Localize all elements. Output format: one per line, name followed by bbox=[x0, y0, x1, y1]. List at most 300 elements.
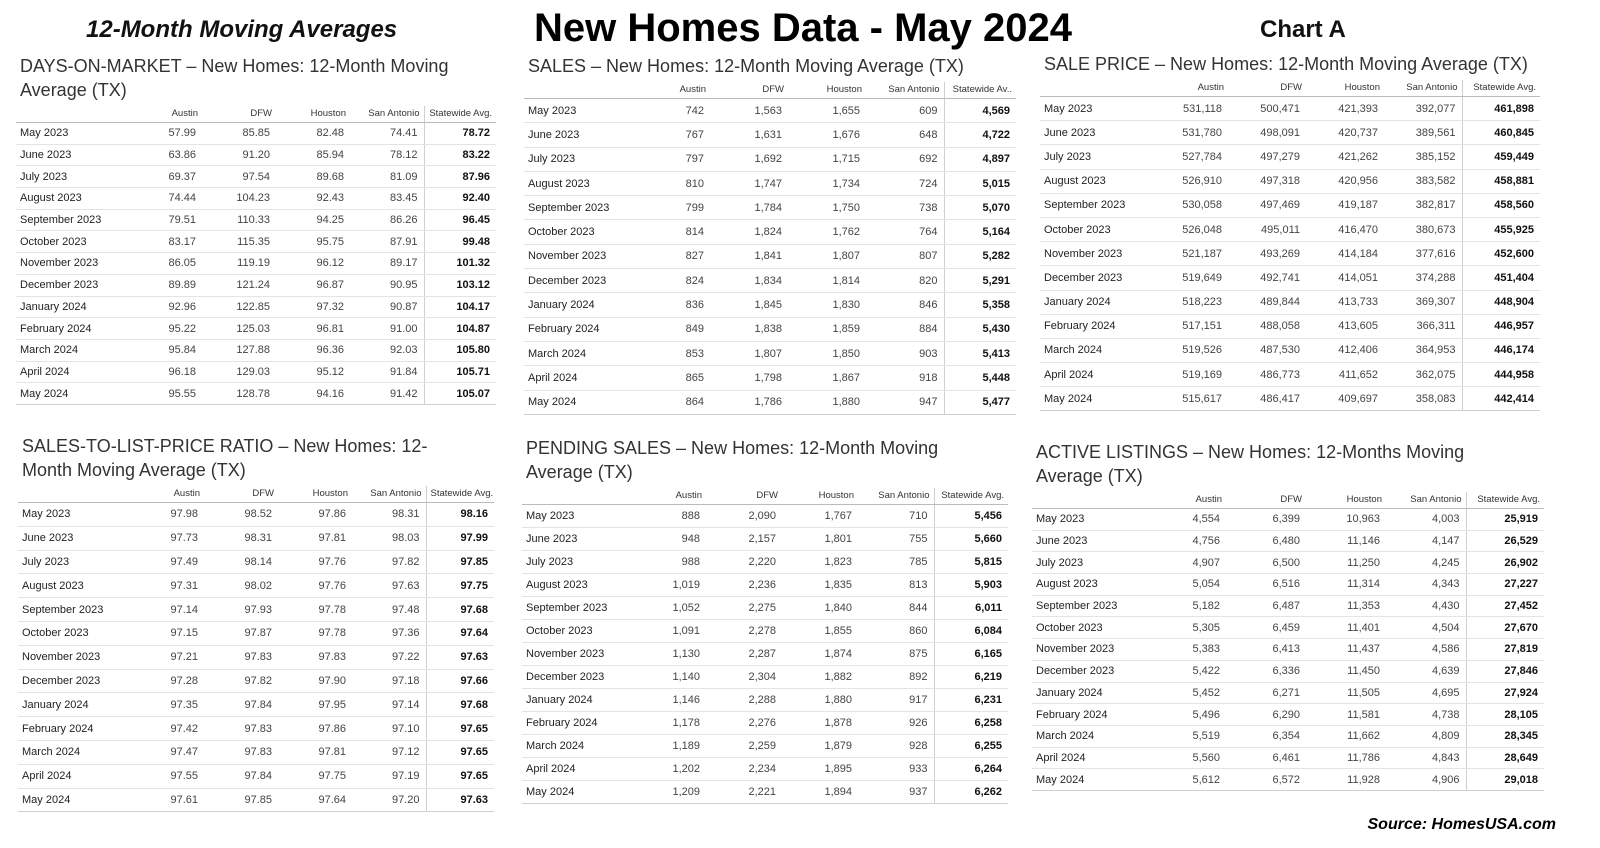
cell-dfw: 125.03 bbox=[202, 318, 276, 340]
column-header-san-antonio: San Antonio bbox=[1386, 492, 1466, 509]
table-row bbox=[522, 620, 1008, 643]
cell-dfw: 110.33 bbox=[202, 209, 276, 231]
table-row bbox=[1032, 552, 1544, 574]
table-title: ACTIVE LISTINGS – New Homes: 12-Months Moving Average (TX) bbox=[1036, 442, 1465, 486]
cell-statewide-avg: 97.65 bbox=[426, 717, 494, 741]
cell-san-antonio: 4,906 bbox=[1386, 769, 1466, 791]
cell-dfw: 486,773 bbox=[1228, 363, 1306, 387]
cell-dfw: 488,058 bbox=[1228, 314, 1306, 338]
cell-san-antonio: 724 bbox=[866, 171, 944, 195]
cell-austin: 97.42 bbox=[130, 717, 204, 741]
row-label: November 2023 bbox=[1040, 242, 1150, 266]
cell-dfw: 121.24 bbox=[202, 274, 276, 296]
cell-austin: 1,130 bbox=[630, 643, 706, 666]
cell-austin: 5,452 bbox=[1146, 682, 1226, 704]
cell-dfw: 493,269 bbox=[1228, 242, 1306, 266]
cell-statewide-avg: 28,345 bbox=[1466, 725, 1544, 747]
cell-austin: 827 bbox=[632, 244, 710, 268]
cell-san-antonio: 364,953 bbox=[1384, 338, 1462, 362]
cell-statewide-avg: 446,174 bbox=[1462, 338, 1540, 362]
column-header-austin: Austin bbox=[130, 486, 204, 503]
cell-austin: 1,146 bbox=[630, 689, 706, 712]
cell-houston: 1,655 bbox=[788, 99, 866, 123]
column-header-statewide-avg: Statewide Avg. bbox=[1462, 80, 1540, 97]
cell-dfw: 129.03 bbox=[202, 361, 276, 383]
cell-dfw: 97.83 bbox=[204, 645, 278, 669]
row-label: May 2024 bbox=[524, 390, 632, 414]
cell-san-antonio: 74.41 bbox=[350, 123, 424, 145]
table-title: SALES – New Homes: 12-Month Moving Average (TX) bbox=[528, 56, 964, 76]
cell-san-antonio: 4,245 bbox=[1386, 552, 1466, 574]
table-row bbox=[1032, 682, 1544, 704]
cell-houston: 1,859 bbox=[788, 317, 866, 341]
column-header-houston: Houston bbox=[788, 82, 866, 99]
cell-san-antonio: 4,639 bbox=[1386, 660, 1466, 682]
cell-dfw: 2,304 bbox=[706, 666, 782, 689]
row-label: May 2023 bbox=[524, 99, 632, 123]
row-label: January 2024 bbox=[524, 293, 632, 317]
cell-houston: 97.86 bbox=[278, 503, 352, 527]
cell-statewide-avg: 6,219 bbox=[934, 666, 1008, 689]
left-heading: 12-Month Moving Averages bbox=[86, 16, 398, 43]
cell-houston: 419,187 bbox=[1306, 193, 1384, 217]
cell-statewide-av: 5,291 bbox=[944, 269, 1016, 293]
cell-san-antonio: 813 bbox=[858, 574, 934, 597]
cell-statewide-avg: 97.68 bbox=[426, 598, 494, 622]
cell-dfw: 6,572 bbox=[1226, 769, 1306, 791]
chart-label: Chart A bbox=[1260, 16, 1346, 43]
cell-dfw: 85.85 bbox=[202, 123, 276, 145]
table-row bbox=[1040, 97, 1540, 121]
cell-austin: 836 bbox=[632, 293, 710, 317]
cell-austin: 5,305 bbox=[1146, 617, 1226, 639]
cell-austin: 95.84 bbox=[128, 339, 202, 361]
row-label: January 2024 bbox=[16, 296, 128, 318]
row-label: May 2023 bbox=[1040, 97, 1150, 121]
table-row bbox=[16, 274, 496, 296]
cell-statewide-avg: 29,018 bbox=[1466, 769, 1544, 791]
cell-houston: 11,581 bbox=[1306, 704, 1386, 726]
row-label: September 2023 bbox=[524, 196, 632, 220]
cell-statewide-avg: 451,404 bbox=[1462, 266, 1540, 290]
cell-statewide-avg: 97.68 bbox=[426, 693, 494, 717]
column-header-san-antonio: San Antonio bbox=[352, 486, 426, 503]
cell-san-antonio: 928 bbox=[858, 735, 934, 758]
cell-san-antonio: 648 bbox=[866, 123, 944, 147]
cell-san-antonio: 369,307 bbox=[1384, 290, 1462, 314]
cell-houston: 1,814 bbox=[788, 269, 866, 293]
cell-austin: 1,019 bbox=[630, 574, 706, 597]
table-row bbox=[522, 712, 1008, 735]
cell-dfw: 1,631 bbox=[710, 123, 788, 147]
cell-houston: 11,928 bbox=[1306, 769, 1386, 791]
cell-statewide-avg: 83.22 bbox=[424, 144, 496, 166]
cell-austin: 988 bbox=[630, 551, 706, 574]
cell-austin: 5,422 bbox=[1146, 660, 1226, 682]
cell-houston: 92.43 bbox=[276, 188, 350, 210]
main-title: New Homes Data - May 2024 bbox=[534, 6, 1073, 50]
cell-statewide-avg: 5,456 bbox=[934, 505, 1008, 528]
cell-dfw: 6,461 bbox=[1226, 747, 1306, 769]
row-label: June 2023 bbox=[524, 123, 632, 147]
column-header-san-antonio: San Antonio bbox=[350, 106, 424, 123]
cell-houston: 95.75 bbox=[276, 231, 350, 253]
cell-statewide-avg: 448,904 bbox=[1462, 290, 1540, 314]
table-row bbox=[1032, 660, 1544, 682]
cell-austin: 1,178 bbox=[630, 712, 706, 735]
row-label: October 2023 bbox=[522, 620, 630, 643]
cell-san-antonio: 382,817 bbox=[1384, 193, 1462, 217]
row-label: April 2024 bbox=[1032, 747, 1146, 769]
cell-san-antonio: 83.45 bbox=[350, 188, 424, 210]
cell-statewide-avg: 103.12 bbox=[424, 274, 496, 296]
cell-houston: 1,882 bbox=[782, 666, 858, 689]
cell-dfw: 6,336 bbox=[1226, 660, 1306, 682]
cell-san-antonio: 764 bbox=[866, 220, 944, 244]
column-header-dfw: DFW bbox=[1226, 492, 1306, 509]
cell-houston: 1,835 bbox=[782, 574, 858, 597]
cell-statewide-avg: 442,414 bbox=[1462, 387, 1540, 411]
cell-san-antonio: 4,586 bbox=[1386, 639, 1466, 661]
cell-statewide-avg: 92.40 bbox=[424, 188, 496, 210]
row-label: February 2024 bbox=[524, 317, 632, 341]
row-label: September 2023 bbox=[1032, 595, 1146, 617]
cell-san-antonio: 358,083 bbox=[1384, 387, 1462, 411]
column-header-austin: Austin bbox=[1146, 492, 1226, 509]
cell-statewide-avg: 26,529 bbox=[1466, 530, 1544, 552]
cell-dfw: 6,480 bbox=[1226, 530, 1306, 552]
table-row bbox=[18, 526, 494, 550]
row-label: December 2023 bbox=[18, 669, 130, 693]
panel-sales bbox=[524, 54, 1016, 415]
cell-statewide-av: 4,897 bbox=[944, 147, 1016, 171]
data-table bbox=[18, 486, 494, 812]
table-row bbox=[1040, 266, 1540, 290]
cell-houston: 94.25 bbox=[276, 209, 350, 231]
cell-statewide-avg: 104.17 bbox=[424, 296, 496, 318]
cell-austin: 95.22 bbox=[128, 318, 202, 340]
cell-dfw: 128.78 bbox=[202, 383, 276, 405]
cell-statewide-av: 5,448 bbox=[944, 366, 1016, 390]
cell-houston: 1,750 bbox=[788, 196, 866, 220]
cell-statewide-av: 4,722 bbox=[944, 123, 1016, 147]
cell-dfw: 97.87 bbox=[204, 621, 278, 645]
cell-austin: 96.18 bbox=[128, 361, 202, 383]
cell-dfw: 6,399 bbox=[1226, 509, 1306, 531]
row-label: May 2024 bbox=[1040, 387, 1150, 411]
cell-dfw: 2,259 bbox=[706, 735, 782, 758]
table-row bbox=[16, 144, 496, 166]
row-label: April 2024 bbox=[524, 366, 632, 390]
cell-statewide-avg: 458,560 bbox=[1462, 193, 1540, 217]
cell-houston: 413,733 bbox=[1306, 290, 1384, 314]
cell-dfw: 97.85 bbox=[204, 788, 278, 812]
data-table bbox=[522, 488, 1008, 804]
cell-austin: 5,519 bbox=[1146, 725, 1226, 747]
table-row bbox=[1032, 530, 1544, 552]
row-label: September 2023 bbox=[18, 598, 130, 622]
cell-dfw: 2,288 bbox=[706, 689, 782, 712]
cell-dfw: 1,845 bbox=[710, 293, 788, 317]
cell-dfw: 91.20 bbox=[202, 144, 276, 166]
cell-san-antonio: 844 bbox=[858, 597, 934, 620]
cell-statewide-avg: 5,903 bbox=[934, 574, 1008, 597]
cell-dfw: 6,413 bbox=[1226, 639, 1306, 661]
table-row bbox=[16, 361, 496, 383]
row-label: February 2024 bbox=[16, 318, 128, 340]
header-row bbox=[1032, 492, 1544, 509]
column-header-houston: Houston bbox=[278, 486, 352, 503]
cell-dfw: 2,278 bbox=[706, 620, 782, 643]
table-row bbox=[1032, 725, 1544, 747]
cell-houston: 96.12 bbox=[276, 253, 350, 275]
cell-austin: 63.86 bbox=[128, 144, 202, 166]
row-label: August 2023 bbox=[524, 171, 632, 195]
cell-dfw: 2,276 bbox=[706, 712, 782, 735]
header-row bbox=[524, 82, 1016, 99]
table-row bbox=[16, 123, 496, 145]
cell-dfw: 1,807 bbox=[710, 341, 788, 365]
cell-houston: 97.78 bbox=[278, 598, 352, 622]
row-label: August 2023 bbox=[16, 188, 128, 210]
cell-dfw: 104.23 bbox=[202, 188, 276, 210]
cell-houston: 94.16 bbox=[276, 383, 350, 405]
cell-houston: 411,652 bbox=[1306, 363, 1384, 387]
table-row bbox=[1040, 387, 1540, 411]
cell-austin: 1,209 bbox=[630, 781, 706, 804]
cell-statewide-avg: 97.65 bbox=[426, 740, 494, 764]
table-row bbox=[522, 551, 1008, 574]
cell-statewide-avg: 97.75 bbox=[426, 574, 494, 598]
table-row bbox=[522, 781, 1008, 804]
table-row bbox=[18, 574, 494, 598]
cell-statewide-avg: 105.80 bbox=[424, 339, 496, 361]
cell-dfw: 495,011 bbox=[1228, 217, 1306, 241]
cell-san-antonio: 4,738 bbox=[1386, 704, 1466, 726]
table-row bbox=[524, 366, 1016, 390]
cell-san-antonio: 97.19 bbox=[352, 764, 426, 788]
cell-dfw: 492,741 bbox=[1228, 266, 1306, 290]
cell-austin: 527,784 bbox=[1150, 145, 1228, 169]
table-row bbox=[16, 318, 496, 340]
cell-austin: 519,169 bbox=[1150, 363, 1228, 387]
row-label: December 2023 bbox=[1032, 660, 1146, 682]
cell-austin: 4,554 bbox=[1146, 509, 1226, 531]
header-period bbox=[522, 488, 630, 505]
cell-austin: 97.21 bbox=[130, 645, 204, 669]
cell-san-antonio: 947 bbox=[866, 390, 944, 414]
cell-dfw: 2,275 bbox=[706, 597, 782, 620]
row-label: May 2023 bbox=[18, 503, 130, 527]
table-row bbox=[524, 341, 1016, 365]
cell-houston: 1,823 bbox=[782, 551, 858, 574]
table-row bbox=[16, 339, 496, 361]
cell-austin: 517,151 bbox=[1150, 314, 1228, 338]
cell-statewide-avg: 28,649 bbox=[1466, 747, 1544, 769]
table-row bbox=[1032, 509, 1544, 531]
cell-statewide-avg: 27,227 bbox=[1466, 574, 1544, 596]
cell-austin: 531,780 bbox=[1150, 121, 1228, 145]
cell-dfw: 1,841 bbox=[710, 244, 788, 268]
cell-austin: 97.28 bbox=[130, 669, 204, 693]
cell-dfw: 1,834 bbox=[710, 269, 788, 293]
cell-austin: 888 bbox=[630, 505, 706, 528]
cell-statewide-avg: 452,600 bbox=[1462, 242, 1540, 266]
cell-statewide-avg: 458,881 bbox=[1462, 169, 1540, 193]
cell-dfw: 1,563 bbox=[710, 99, 788, 123]
row-label: June 2023 bbox=[1040, 121, 1150, 145]
cell-san-antonio: 89.17 bbox=[350, 253, 424, 275]
row-label: November 2023 bbox=[524, 244, 632, 268]
cell-dfw: 487,530 bbox=[1228, 338, 1306, 362]
table-row bbox=[522, 758, 1008, 781]
column-header-austin: Austin bbox=[1150, 80, 1228, 97]
table-row bbox=[522, 689, 1008, 712]
cell-austin: 57.99 bbox=[128, 123, 202, 145]
cell-statewide-avg: 6,231 bbox=[934, 689, 1008, 712]
cell-houston: 1,840 bbox=[782, 597, 858, 620]
row-label: April 2024 bbox=[18, 764, 130, 788]
cell-houston: 1,767 bbox=[782, 505, 858, 528]
cell-dfw: 497,318 bbox=[1228, 169, 1306, 193]
cell-san-antonio: 4,504 bbox=[1386, 617, 1466, 639]
cell-dfw: 115.35 bbox=[202, 231, 276, 253]
cell-san-antonio: 97.20 bbox=[352, 788, 426, 812]
cell-statewide-avg: 87.96 bbox=[424, 166, 496, 188]
cell-san-antonio: 91.84 bbox=[350, 361, 424, 383]
table-row bbox=[522, 505, 1008, 528]
cell-statewide-avg: 27,670 bbox=[1466, 617, 1544, 639]
cell-dfw: 97.83 bbox=[204, 740, 278, 764]
cell-austin: 518,223 bbox=[1150, 290, 1228, 314]
table-row bbox=[524, 390, 1016, 414]
cell-houston: 11,786 bbox=[1306, 747, 1386, 769]
cell-san-antonio: 692 bbox=[866, 147, 944, 171]
cell-san-antonio: 97.82 bbox=[352, 550, 426, 574]
cell-austin: 519,526 bbox=[1150, 338, 1228, 362]
row-label: October 2023 bbox=[1040, 217, 1150, 241]
cell-dfw: 1,824 bbox=[710, 220, 788, 244]
cell-austin: 948 bbox=[630, 528, 706, 551]
panel-sales-to-list-ratio bbox=[18, 434, 494, 812]
row-label: August 2023 bbox=[18, 574, 130, 598]
column-header-statewide-avg: Statewide Avg. bbox=[424, 106, 496, 123]
cell-houston: 96.36 bbox=[276, 339, 350, 361]
cell-austin: 519,649 bbox=[1150, 266, 1228, 290]
cell-statewide-av: 5,358 bbox=[944, 293, 1016, 317]
cell-houston: 96.87 bbox=[276, 274, 350, 296]
cell-san-antonio: 738 bbox=[866, 196, 944, 220]
cell-austin: 79.51 bbox=[128, 209, 202, 231]
cell-austin: 74.44 bbox=[128, 188, 202, 210]
cell-dfw: 98.31 bbox=[204, 526, 278, 550]
table-row bbox=[524, 123, 1016, 147]
cell-austin: 797 bbox=[632, 147, 710, 171]
row-label: January 2024 bbox=[18, 693, 130, 717]
cell-san-antonio: 98.03 bbox=[352, 526, 426, 550]
row-label: May 2024 bbox=[16, 383, 128, 405]
source-note: Source: HomesUSA.com bbox=[1367, 816, 1556, 833]
cell-statewide-avg: 97.65 bbox=[426, 764, 494, 788]
cell-austin: 530,058 bbox=[1150, 193, 1228, 217]
data-table bbox=[1032, 492, 1544, 791]
table-row bbox=[18, 740, 494, 764]
row-label: April 2024 bbox=[522, 758, 630, 781]
header-period bbox=[1032, 492, 1146, 509]
cell-dfw: 497,279 bbox=[1228, 145, 1306, 169]
cell-houston: 420,737 bbox=[1306, 121, 1384, 145]
cell-statewide-avg: 26,902 bbox=[1466, 552, 1544, 574]
cell-houston: 97.78 bbox=[278, 621, 352, 645]
row-label: June 2023 bbox=[16, 144, 128, 166]
cell-dfw: 2,287 bbox=[706, 643, 782, 666]
cell-houston: 416,470 bbox=[1306, 217, 1384, 241]
cell-san-antonio: 97.48 bbox=[352, 598, 426, 622]
cell-houston: 97.86 bbox=[278, 717, 352, 741]
cell-statewide-avg: 27,924 bbox=[1466, 682, 1544, 704]
row-label: November 2023 bbox=[522, 643, 630, 666]
cell-san-antonio: 755 bbox=[858, 528, 934, 551]
cell-statewide-avg: 6,084 bbox=[934, 620, 1008, 643]
cell-houston: 413,605 bbox=[1306, 314, 1384, 338]
cell-houston: 11,314 bbox=[1306, 574, 1386, 596]
table-row bbox=[1040, 193, 1540, 217]
row-label: December 2023 bbox=[16, 274, 128, 296]
cell-austin: 849 bbox=[632, 317, 710, 341]
cell-statewide-avg: 27,846 bbox=[1466, 660, 1544, 682]
cell-austin: 92.96 bbox=[128, 296, 202, 318]
cell-austin: 5,560 bbox=[1146, 747, 1226, 769]
cell-statewide-avg: 459,449 bbox=[1462, 145, 1540, 169]
cell-houston: 97.83 bbox=[278, 645, 352, 669]
panel-active-listings bbox=[1032, 440, 1544, 791]
cell-austin: 5,054 bbox=[1146, 574, 1226, 596]
table-row bbox=[1040, 363, 1540, 387]
cell-austin: 853 bbox=[632, 341, 710, 365]
cell-statewide-avg: 97.64 bbox=[426, 621, 494, 645]
cell-dfw: 98.02 bbox=[204, 574, 278, 598]
cell-austin: 97.15 bbox=[130, 621, 204, 645]
cell-houston: 1,874 bbox=[782, 643, 858, 666]
cell-austin: 5,383 bbox=[1146, 639, 1226, 661]
cell-san-antonio: 937 bbox=[858, 781, 934, 804]
table-row bbox=[524, 317, 1016, 341]
cell-houston: 1,867 bbox=[788, 366, 866, 390]
cell-san-antonio: 385,152 bbox=[1384, 145, 1462, 169]
table-row bbox=[18, 550, 494, 574]
cell-austin: 89.89 bbox=[128, 274, 202, 296]
cell-houston: 1,762 bbox=[788, 220, 866, 244]
cell-san-antonio: 4,430 bbox=[1386, 595, 1466, 617]
table-row bbox=[524, 147, 1016, 171]
cell-statewide-avg: 5,815 bbox=[934, 551, 1008, 574]
cell-statewide-avg: 6,262 bbox=[934, 781, 1008, 804]
data-table bbox=[1040, 80, 1540, 411]
row-label: March 2024 bbox=[524, 341, 632, 365]
row-label: November 2023 bbox=[1032, 639, 1146, 661]
cell-houston: 97.32 bbox=[276, 296, 350, 318]
row-label: July 2023 bbox=[1032, 552, 1146, 574]
cell-dfw: 6,487 bbox=[1226, 595, 1306, 617]
cell-austin: 83.17 bbox=[128, 231, 202, 253]
cell-houston: 96.81 bbox=[276, 318, 350, 340]
cell-dfw: 2,157 bbox=[706, 528, 782, 551]
cell-dfw: 498,091 bbox=[1228, 121, 1306, 145]
cell-san-antonio: 377,616 bbox=[1384, 242, 1462, 266]
cell-san-antonio: 78.12 bbox=[350, 144, 424, 166]
row-label: July 2023 bbox=[524, 147, 632, 171]
row-label: March 2024 bbox=[16, 339, 128, 361]
